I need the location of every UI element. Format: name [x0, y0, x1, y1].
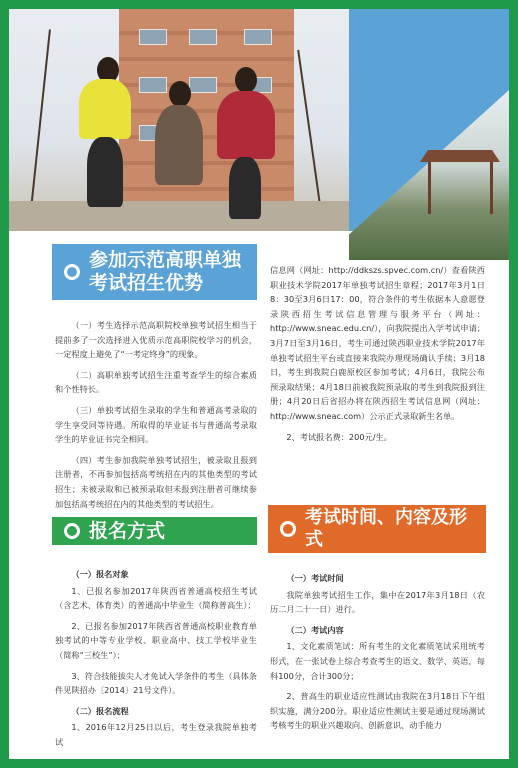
heading-registration: 报名方式	[52, 517, 257, 545]
paragraph: 3、符合技能拔尖人才免试入学条件的考生（具体条件见陕招办〔2014〕21号文件）。	[55, 670, 257, 696]
pavilion-roof	[420, 150, 500, 162]
paragraph: 2、普高生的职业适应性测试由我院在3月18日下午组织实施，满分200分。职业适应性测试主要是通过现场测试考核考生的职业兴趣取向、创新意识、动手能力	[270, 691, 485, 731]
paragraph: 2、考试报名费：200元/生。	[286, 431, 392, 442]
heading-exam: 考试时间、内容及形式	[268, 505, 486, 553]
paragraph: （四）考生参加我院单独考试招生，被录取且报到注册者，不再参加包括高考统招在内的其他类型的考试招生；未被录取和已被预录取但未报到注册者可继续参加包括高考统招在内的其他类型的考试招生。	[55, 454, 257, 509]
circle-icon	[280, 521, 296, 537]
heading-advantages: 参加示范高职单独考试招生优势	[52, 244, 257, 300]
subheading: （二）考试内容	[286, 624, 344, 635]
advantages-text	[55, 318, 257, 517]
circle-icon	[64, 264, 80, 280]
paragraph: 我院单独考试招生工作，集中在2017年3月18日（农历二月二十一日）进行。	[270, 589, 485, 615]
paragraph: 1、已报名参加2017年陕西省普通高校招生考试（含艺术、体育类）的普通高中毕业生（简称普高生）；	[55, 585, 257, 611]
paragraph: （三）单独考试招生录取的学生和普通高考录取的学生享受同等待遇。所取得的毕业证书与普通高考录取学生的毕业证书完全相同。	[55, 404, 257, 445]
paragraph: （一）考生选择示范高职院校单独考试招生相当于提前多了一次选择进入优质示范高职院校学习的机会，一定程度上避免了“一考定终身”的现象。	[55, 320, 257, 360]
campus-photo	[9, 9, 349, 231]
paragraph: 1、2016年12月25日以后，考生登录我院单独考试	[55, 722, 257, 747]
subheading: （一）考试时间	[286, 573, 344, 583]
registration-continuation	[270, 263, 485, 450]
paragraph: 信息网（网址：http://ddkszs.spvec.com.cn/）查看陕西职业技术学院2017年单独考试招生章程；2017年3月1日8：30至3月6日17：00，符合条件的考生依据本人意愿登录陕西招生考试信息管理与服务平台（网址：http://www.sneac.edu.cn/），向我院提出入学考试申请；3月7日至3月16日，考生可通过陕西职业技术学院2017年单独考试招生平台或直接来我院办理现场确认手续；3月18日，考生到我院白鹿原校区参加考试；4月6日，我院公布预录取结果；4月18日前被我院预录取的考生到我院报到注册；4月20日后省招办将在陕西招生考试信息网（网址：http://www.sneac.com）公示正式录取新生名单。	[270, 265, 485, 421]
paragraph: 1、文化素质笔试：所有考生的文化素质笔试采用统考形式，在一张试卷上综合考查考生的语文、数学、英语，每科100分，合计300分；	[270, 641, 485, 681]
paragraph: （二）高职单独考试招生注重考查学生的综合素质和个性特长。	[55, 369, 257, 395]
subheading: （一）报名对象	[71, 569, 129, 579]
registration-text	[55, 563, 257, 756]
exam-text	[270, 567, 485, 739]
paragraph: 2、已报名参加2017年陕西省普通高校职业教育单独考试的中等专业学校、职业高中、技工学校毕业生（简称“三校生”）；	[55, 620, 257, 660]
circle-icon	[64, 523, 80, 539]
subheading: （二）报名流程	[71, 705, 129, 716]
